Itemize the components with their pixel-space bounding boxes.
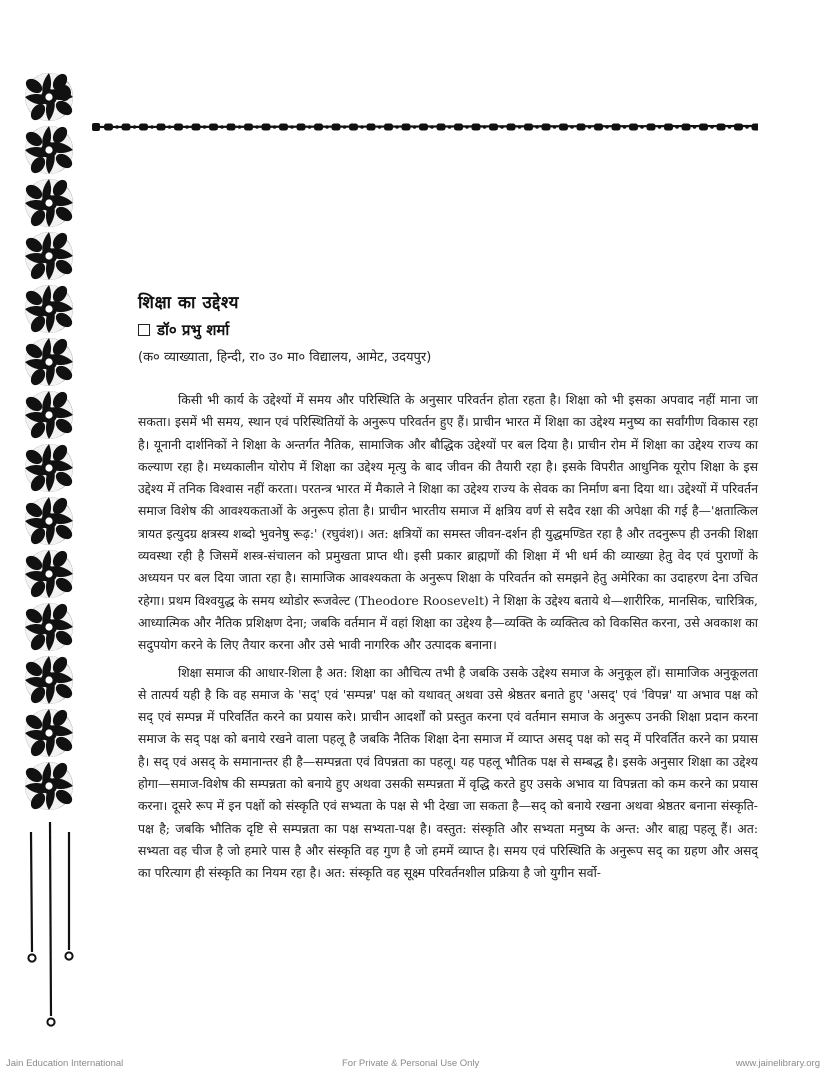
footer bbox=[0, 1058, 828, 1074]
paragraph-2: शिक्षा समाज की आधार-शिला है अत: शिक्षा का औचित्य तभी है जबकि उसके उद्देश्य समाज के अनुकूल हों। सामाजिक अनुकूलता से तात्पर्य यही है कि वह समाज के 'सद्' एवं 'सम्पन्न' पक्ष को यथावत् अथवा उसे श्रेष्ठतर बनाते हुए 'असद्' एवं 'विपन्न' या अभाव पक्ष को सद् एवं सम्पन्न में परिवर्तित करने का प्रयास करे। प्राचीन आदर्शों को प्रस्तुत करना एवं वर्तमान समाज के अनुरूप उनकी शिक्षा प्रदान करना समाज के सद् पक्ष को बनाये रखने वाला पहलू है जबकि नैतिक शिक्षा देना समाज में व्याप्त असद् पक्ष को सद् में परिवर्तित करने का प्रयास है। सद् एवं असद् के समानान्तर ही है—सम्पन्नता एवं विपन्नता का पहलू। यह पहलू भौतिक पक्ष से सम्बद्ध है। इसके अनुसार शिक्षा का उद्देश्य होगा—समाज-विशेष की सम्पन्नता को बनाये हुए अथवा उसकी सम्पन्नता में वृद्धि करते हुए उसके अभाव या विपन्नता को कम करने का प्रयास करना। दूसरे रूप में इन पक्षों को संस्कृति एवं सभ्यता के पक्ष से भी देखा जा सकता है—सद् को बनाये रखना अथवा श्रेष्ठतर बनाना संस्कृति-पक्ष है; जबकि भौतिक दृष्टि से सम्पन्नता का पक्ष सभ्यता-पक्ष है। वस्तुत: संस्कृति और सभ्यता मनुष्य के अन्त: और बाह्य पहलू हैं। अत: सभ्यता वह चीज है जो हमारे पास है और संस्कृति वह गुण है जो हममें व्याप्त है। समय एवं परिस्थिति के अनुरूप सद् का ग्रहण और असद् का परित्याग ही संस्कृति का नियम रहा है। अत: संस्कृति वह सूक्ष्म परिवर्तनशील प्रक्रिया है जो युगीन सर्वो- bbox=[138, 664, 758, 881]
footer-website-link[interactable]: www.jainelibrary.org bbox=[735, 1058, 820, 1069]
paragraph-1: किसी भी कार्य के उद्देश्यों में समय और परिस्थिति के अनुसार परिवर्तन होता रहता है। शिक्षा को भी इसका अपवाद नहीं माना जा सकता। इसमें भी समय, स्थान एवं परिस्थितियों के अनुरूप परिवर्तन हुए हैं। प्राचीन भारत में शिक्षा का उद्देश्य मनुष्य का सर्वांगीण विकास रहा है। यूनानी दार्शनिकों ने शिक्षा के अन्तर्गत नैतिक, सामाजिक और बौद्धिक उद्देश्यों पर बल दिया है। प्राचीन रोम में शिक्षा का उद्देश्य राज्य का कल्याण रहा है। मध्यकालीन योरोप में शिक्षा का उद्देश्य मृत्यु के बाद जीवन की तैयारी रहा है। इसके विपरीत आधुनिक यूरोप शिक्षा के इस उद्देश्य में तनिक विश्वास नहीं करता। परतन्त्र भारत में मैकाले ने शिक्षा का उद्देश्य राज्य के सेवक का निर्माण बना दिया था। उद्देश्यों में परिवर्तन समाज विशेष की आवश्यकताओं के अनुरूप होता है। प्राचीन भारतीय समाज में क्षत्रिय वर्ण से सदैव रक्षा की अपेक्षा की गई है—'क्षतात्किल त्रायत इत्युदग्र क्षत्रस्य शब्दो भुवनेषु रूढ़:' (रघुवंश)। अत: क्षत्रियों का समस्त जीवन-दर्शन ही युद्धमण्डित रहा है और तदनुरूप ही उनकी शिक्षा व्यवस्था रही है जिसमें शस्त्र-संचालन को प्रमुखता प्राप्त थी। इसी प्रकार ब्राह्मणों की शिक्षा में भी धर्म की व्याख्या हेतु वेद एवं पुराणों के अध्ययन पर बल दिया जाता रहा है। सामाजिक आवश्यकता के अनुरूप शिक्षा के परिवर्तन को समझने हेतु अमेरिका का उदाहरण देना उचित रहेगा। प्रथम विश्वयुद्ध के समय थ्योडोर रूजवेल्ट (Theodore Roosevelt) ने शिक्षा के उद्देश्य बताये थे—शारीरिक, मानसिक, चारित्रिक, आध्यात्मिक और नैतिक प्रशिक्षण देना; जबकि वर्तमान में वहां शिक्षा का उद्देश्य है—व्यक्ति के व्यक्तित्व को विकसित करना, उसे अवकाश का सदुपयोग करने के लिए तैयार करना और उसे भावी नागरिक और उत्पादक बनाना। bbox=[138, 392, 759, 653]
author-row bbox=[138, 317, 758, 343]
bullet-dot-icon bbox=[58, 85, 71, 101]
chain-divider-rule bbox=[92, 121, 758, 133]
footer-usage-notice: For Private & Personal Use Only bbox=[342, 1058, 480, 1069]
square-bullet-icon bbox=[138, 324, 150, 336]
footer-publisher: Jain Education International bbox=[6, 1058, 124, 1069]
article-title: शिक्षा का उद्देश्य bbox=[138, 293, 239, 313]
author-affiliation: (क० व्याख्याता, हिन्दी, रा० उ० मा० विद्यालय, आमेट, उदयपुर) bbox=[138, 350, 432, 365]
article bbox=[138, 290, 758, 885]
author-name: डॉ० प्रभु शर्मा bbox=[157, 321, 230, 339]
left-ornamental-border bbox=[22, 70, 76, 1030]
paisley-roundel-chain-icon bbox=[22, 70, 76, 1030]
